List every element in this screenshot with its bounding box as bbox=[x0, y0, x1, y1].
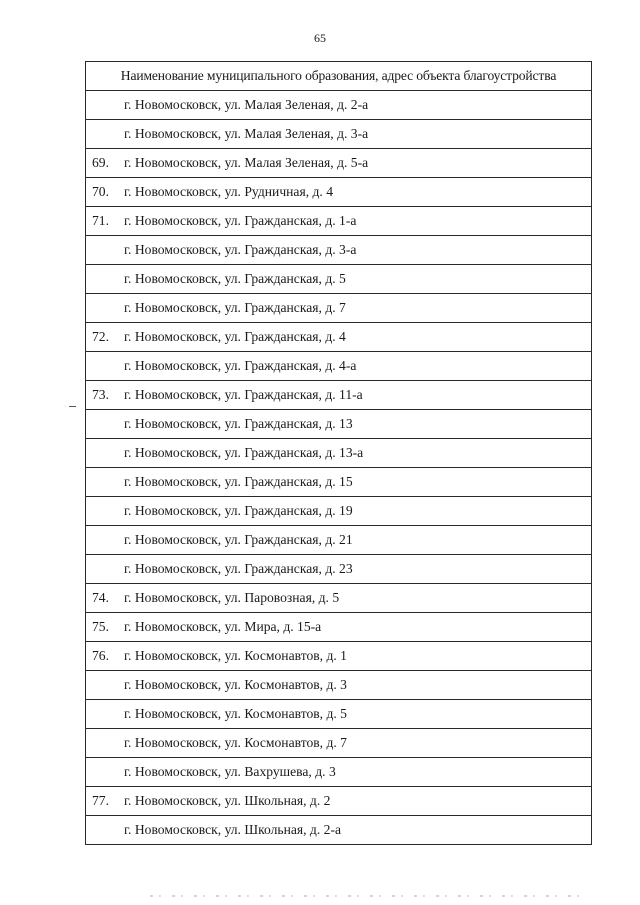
address-cell bbox=[86, 381, 592, 410]
table-row bbox=[86, 149, 592, 178]
address-text: г. Новомосковск, ул. Малая Зеленая, д. 3-а bbox=[124, 126, 369, 141]
table-header: Наименование муниципального образования, адрес объекта благоустройства bbox=[86, 62, 592, 91]
table-row bbox=[86, 787, 592, 816]
table-row bbox=[86, 120, 592, 149]
address-text: г. Новомосковск, ул. Гражданская, д. 4-а bbox=[124, 358, 357, 373]
address-table bbox=[85, 61, 592, 845]
address-text: г. Новомосковск, ул. Гражданская, д. 11-а bbox=[124, 387, 363, 402]
address-cell bbox=[86, 468, 592, 497]
table-body bbox=[86, 91, 592, 845]
address-cell bbox=[86, 323, 592, 352]
address-cell bbox=[86, 613, 592, 642]
table-row bbox=[86, 642, 592, 671]
address-text: г. Новомосковск, ул. Вахрушева, д. 3 bbox=[124, 764, 336, 779]
table-row bbox=[86, 700, 592, 729]
table-row bbox=[86, 555, 592, 584]
table-row bbox=[86, 178, 592, 207]
address-cell bbox=[86, 729, 592, 758]
page-number: 65 bbox=[314, 31, 326, 45]
scan-artifact bbox=[150, 895, 580, 897]
margin-mark bbox=[69, 406, 76, 407]
address-text: г. Новомосковск, ул. Гражданская, д. 15 bbox=[124, 474, 353, 489]
row-number: 70. bbox=[92, 184, 109, 199]
address-text: г. Новомосковск, ул. Космонавтов, д. 7 bbox=[124, 735, 347, 750]
table-row bbox=[86, 323, 592, 352]
table-row bbox=[86, 352, 592, 381]
address-text: г. Новомосковск, ул. Малая Зеленая, д. 2-а bbox=[124, 97, 369, 112]
address-text: г. Новомосковск, ул. Гражданская, д. 3-а bbox=[124, 242, 357, 257]
table-row bbox=[86, 613, 592, 642]
address-text: г. Новомосковск, ул. Гражданская, д. 7 bbox=[124, 300, 346, 315]
table-row bbox=[86, 265, 592, 294]
address-text: г. Новомосковск, ул. Мира, д. 15-а bbox=[124, 619, 322, 634]
address-cell bbox=[86, 526, 592, 555]
address-text: г. Новомосковск, ул. Космонавтов, д. 5 bbox=[124, 706, 347, 721]
address-cell bbox=[86, 700, 592, 729]
address-text: г. Новомосковск, ул. Школьная, д. 2-а bbox=[124, 822, 342, 837]
address-cell bbox=[86, 410, 592, 439]
address-text: г. Новомосковск, ул. Космонавтов, д. 3 bbox=[124, 677, 347, 692]
address-cell bbox=[86, 352, 592, 381]
address-text: г. Новомосковск, ул. Космонавтов, д. 1 bbox=[124, 648, 347, 663]
address-text: г. Новомосковск, ул. Гражданская, д. 4 bbox=[124, 329, 346, 344]
row-number: 74. bbox=[92, 590, 109, 605]
address-cell bbox=[86, 294, 592, 323]
address-text: г. Новомосковск, ул. Гражданская, д. 13 bbox=[124, 416, 353, 431]
address-text: г. Новомосковск, ул. Гражданская, д. 19 bbox=[124, 503, 353, 518]
address-text: г. Новомосковск, ул. Гражданская, д. 23 bbox=[124, 561, 353, 576]
address-cell bbox=[86, 787, 592, 816]
table-row bbox=[86, 207, 592, 236]
table-row bbox=[86, 381, 592, 410]
address-cell bbox=[86, 265, 592, 294]
address-cell bbox=[86, 555, 592, 584]
address-cell bbox=[86, 207, 592, 236]
row-number: 73. bbox=[92, 387, 109, 402]
row-number: 71. bbox=[92, 213, 109, 228]
table-row bbox=[86, 497, 592, 526]
address-cell bbox=[86, 642, 592, 671]
address-text: г. Новомосковск, ул. Рудничная, д. 4 bbox=[124, 184, 334, 199]
table-row bbox=[86, 526, 592, 555]
address-cell bbox=[86, 497, 592, 526]
address-text: г. Новомосковск, ул. Школьная, д. 2 bbox=[124, 793, 331, 808]
table-header-row bbox=[86, 62, 592, 91]
address-cell bbox=[86, 236, 592, 265]
address-text: г. Новомосковск, ул. Гражданская, д. 13-а bbox=[124, 445, 364, 460]
row-number: 69. bbox=[92, 155, 109, 170]
table-row bbox=[86, 584, 592, 613]
row-number: 75. bbox=[92, 619, 109, 634]
table-row bbox=[86, 410, 592, 439]
address-cell bbox=[86, 816, 592, 845]
address-cell bbox=[86, 178, 592, 207]
address-text: г. Новомосковск, ул. Паровозная, д. 5 bbox=[124, 590, 340, 605]
address-cell bbox=[86, 120, 592, 149]
address-cell bbox=[86, 439, 592, 468]
table-row bbox=[86, 439, 592, 468]
address-cell bbox=[86, 149, 592, 178]
table-row bbox=[86, 671, 592, 700]
table-row bbox=[86, 91, 592, 120]
table-row bbox=[86, 236, 592, 265]
table-row bbox=[86, 729, 592, 758]
table-row bbox=[86, 294, 592, 323]
address-text: г. Новомосковск, ул. Гражданская, д. 21 bbox=[124, 532, 353, 547]
row-number: 77. bbox=[92, 793, 109, 808]
address-cell bbox=[86, 758, 592, 787]
address-cell bbox=[86, 671, 592, 700]
table-row bbox=[86, 468, 592, 497]
address-cell bbox=[86, 584, 592, 613]
table-row bbox=[86, 816, 592, 845]
address-text: г. Новомосковск, ул. Гражданская, д. 5 bbox=[124, 271, 346, 286]
address-text: г. Новомосковск, ул. Гражданская, д. 1-а bbox=[124, 213, 357, 228]
table-row bbox=[86, 758, 592, 787]
row-number: 76. bbox=[92, 648, 109, 663]
row-number: 72. bbox=[92, 329, 109, 344]
address-text: г. Новомосковск, ул. Малая Зеленая, д. 5-а bbox=[124, 155, 369, 170]
address-cell bbox=[86, 91, 592, 120]
